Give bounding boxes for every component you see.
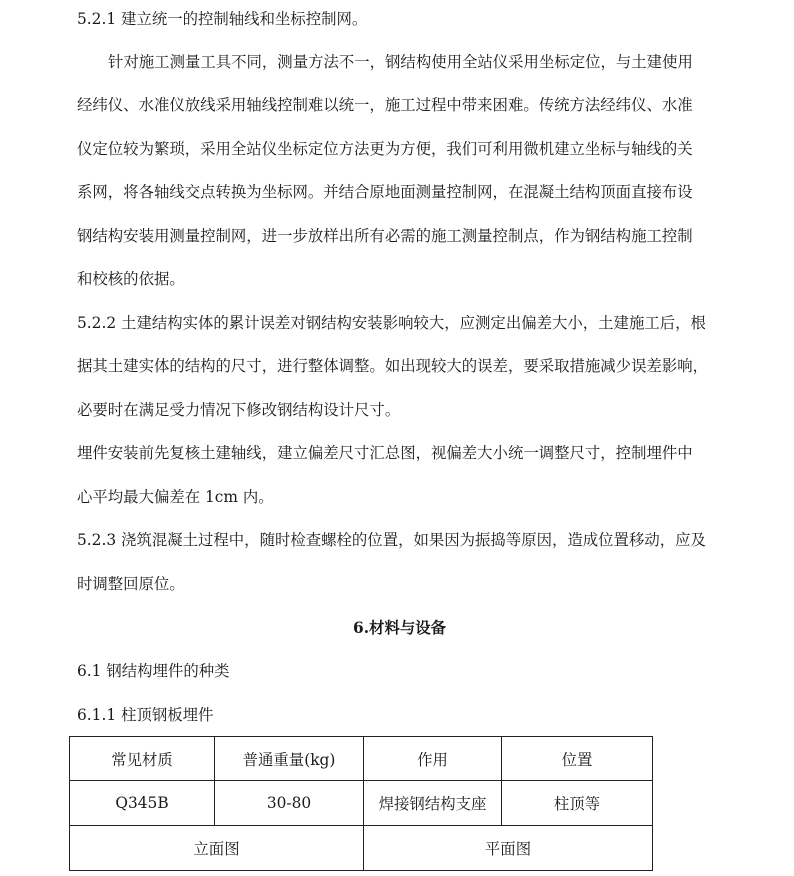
section-5-2-1-heading: 5.2.1 建立统一的控制轴线和坐标控制网。 — [77, 10, 368, 28]
paragraph-line: 针对施工测量工具不同，测量方法不一，钢结构使用全站仪采用坐标定位，与土建使用 — [108, 53, 693, 71]
table-header-row — [70, 737, 653, 781]
paragraph-line: 系网，将各轴线交点转换为坐标网。并结合原地面测量控制网，在混凝土结构顶面直接布设 — [77, 183, 693, 201]
paragraph-line: 钢结构安装用测量控制网，进一步放样出所有必需的施工测量控制点，作为钢结构施工控制 — [77, 227, 693, 245]
chapter-6-title: 6.材料与设备 — [352, 619, 447, 637]
table-cell: 30-80 — [215, 781, 364, 826]
elevation-view-cell: 立面图 — [70, 826, 364, 871]
paragraph-line: 和校核的依据。 — [77, 270, 185, 288]
table-cell: Q345B — [70, 781, 215, 826]
paragraph-line: 时调整回原位。 — [77, 575, 185, 593]
section-5-2-3-line: 5.2.3 浇筑混凝土过程中，随时检查螺栓的位置，如果因为振捣等原因，造成位置移动，应及 — [77, 531, 706, 549]
table-header-cell: 普通重量(kg) — [215, 737, 364, 781]
embedded-parts-line: 埋件安装前先复核土建轴线，建立偏差尺寸汇总图，视偏差大小统一调整尺寸，控制埋件中 — [77, 444, 693, 462]
section-6-1-heading: 6.1 钢结构埋件的种类 — [77, 662, 230, 680]
paragraph-line: 据其土建实体的结构的尺寸，进行整体调整。如出现较大的误差，要采取措施减少误差影响， — [77, 357, 709, 375]
plan-view-cell: 平面图 — [364, 826, 653, 871]
paragraph-line: 经纬仪、水准仪放线采用轴线控制难以统一，施工过程中带来困难。传统方法经纬仪、水准 — [77, 96, 693, 114]
table-row — [70, 781, 653, 826]
table-header-cell: 常见材质 — [70, 737, 215, 781]
table-header-cell: 位置 — [502, 737, 653, 781]
table-cell: 焊接钢结构支座 — [364, 781, 502, 826]
section-6-1-1-heading: 6.1.1 柱顶钢板埋件 — [77, 706, 214, 724]
section-5-2-2-line: 5.2.2 土建结构实体的累计误差对钢结构安装影响较大，应测定出偏差大小，土建施工后，根 — [77, 314, 706, 332]
embedded-parts-table — [69, 736, 653, 871]
paragraph-line: 必要时在满足受力情况下修改钢结构设计尺寸。 — [77, 401, 401, 419]
paragraph-line: 心平均最大偏差在 1cm 内。 — [77, 488, 274, 506]
table-view-row — [70, 826, 653, 871]
table-header-cell: 作用 — [364, 737, 502, 781]
table-cell: 柱顶等 — [502, 781, 653, 826]
paragraph-line: 仪定位较为繁琐，采用全站仪坐标定位方法更为方便，我们可利用微机建立坐标与轴线的关 — [77, 140, 693, 158]
